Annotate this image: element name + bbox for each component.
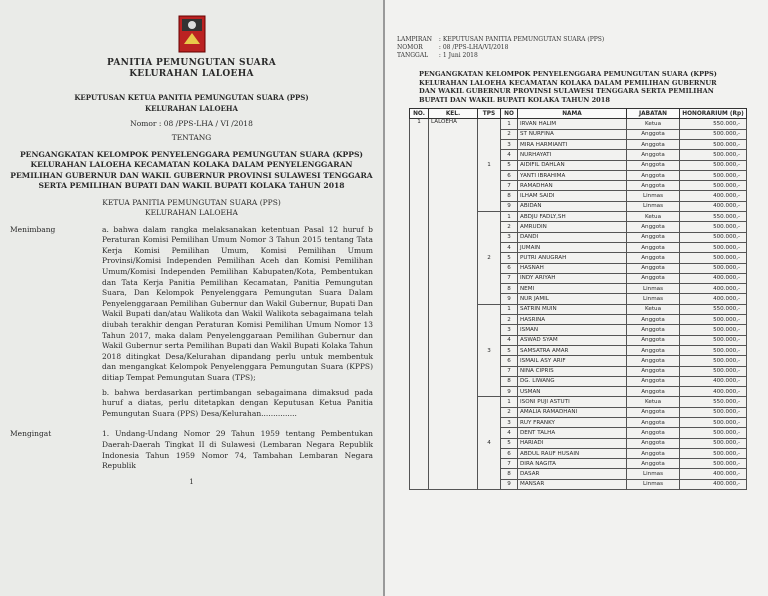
- col-no: NO.: [410, 109, 429, 119]
- member-no-cell: 3: [501, 325, 518, 335]
- tps-cell: 2: [478, 212, 501, 305]
- member-role-cell: Anggota: [627, 150, 680, 160]
- decision-subject: PENGANGKATAN KELOMPOK PENYELENGGARA PEMUNGUTAN SUARA (KPPS) KELURAHAN LALOEHA KECAMATAN KOLAKA DALAM PENYELENGGARAN PEMILIHAN GUBERNUR DAN WAKIL GUBERNUR PROVINSI SULAWESI TENGGARA SERTA PEMILIHAN BUPATI DAN WAKIL BUPATI KOLAKA TAHUN 2018: [10, 150, 373, 191]
- tanggal-label: TANGGAL: [397, 52, 429, 59]
- member-no-cell: 7: [501, 273, 518, 283]
- tentang-label: TENTANG: [171, 133, 212, 142]
- member-name-cell: MIRA HARMIANTI: [518, 139, 627, 149]
- member-name-cell: ABIDAN: [518, 201, 627, 211]
- member-no-cell: 4: [501, 335, 518, 345]
- member-honor-cell: 400.000,-: [680, 479, 747, 489]
- member-honor-cell: 500.000,-: [680, 335, 747, 345]
- member-no-cell: 5: [501, 438, 518, 448]
- lampiran-line: [397, 36, 760, 44]
- member-no-cell: 6: [501, 263, 518, 273]
- mengingat-label: Mengingat: [10, 429, 52, 439]
- member-no-cell: 4: [501, 242, 518, 252]
- member-no-cell: 7: [501, 366, 518, 376]
- member-no-cell: 7: [501, 459, 518, 469]
- member-name-cell: AMRUDIN: [518, 222, 627, 232]
- tps-cell: 1: [478, 119, 501, 212]
- member-role-cell: Anggota: [627, 222, 680, 232]
- menimbang-b-text: b. bahwa berdasarkan pertimbangan sebagaimana dimaksud pada huruf a diatas, perlu ditetapkan dengan Keputusan Ketua Panitia Pemungutan Suara (PPS) Desa/Kelurahan...............: [102, 387, 373, 418]
- member-honor-cell: 500.000,-: [680, 459, 747, 469]
- member-honor-cell: 550.000,-: [680, 397, 747, 407]
- menimbang-b: [10, 388, 373, 420]
- col-row-no: NO: [501, 109, 518, 119]
- member-no-cell: 8: [501, 191, 518, 201]
- member-honor-cell: 400.000,-: [680, 284, 747, 294]
- member-no-cell: 5: [501, 345, 518, 355]
- member-name-cell: DG. LIWANG: [518, 376, 627, 386]
- member-honor-cell: 400.000,-: [680, 201, 747, 211]
- member-role-cell: Ketua: [627, 212, 680, 222]
- member-name-cell: YANTI IBRAHIMA: [518, 170, 627, 180]
- member-name-cell: SAMSATRA AMAR: [518, 345, 627, 355]
- member-role-cell: Anggota: [627, 438, 680, 448]
- member-role-cell: Anggota: [627, 263, 680, 273]
- nomor-label: Nomor :: [130, 119, 162, 128]
- member-honor-cell: 400.000,-: [680, 191, 747, 201]
- member-name-cell: NEMI: [518, 284, 627, 294]
- member-no-cell: 7: [501, 181, 518, 191]
- kelurahan-name: KELURAHAN LALOEHA: [129, 69, 254, 79]
- member-name-cell: IRVAN HALIM: [518, 119, 627, 129]
- member-honor-cell: 500.000,-: [680, 407, 747, 417]
- member-name-cell: HASNAH: [518, 263, 627, 273]
- member-honor-cell: 550.000,-: [680, 119, 747, 129]
- member-honor-cell: 500.000,-: [680, 325, 747, 335]
- member-no-cell: 9: [501, 294, 518, 304]
- member-no-cell: 8: [501, 284, 518, 294]
- member-name-cell: DANDI: [518, 232, 627, 242]
- member-name-cell: JUMAIN: [518, 242, 627, 252]
- member-role-cell: Ketua: [627, 397, 680, 407]
- member-name-cell: NINA CIPRIS: [518, 366, 627, 376]
- kpps-table: [409, 108, 747, 490]
- member-honor-cell: 500.000,-: [680, 263, 747, 273]
- member-role-cell: Anggota: [627, 160, 680, 170]
- member-no-cell: 9: [501, 479, 518, 489]
- member-name-cell: DENT TALHA: [518, 428, 627, 438]
- member-role-cell: Anggota: [627, 387, 680, 397]
- member-role-cell: Anggota: [627, 139, 680, 149]
- col-jabatan: JABATAN: [627, 109, 680, 119]
- member-no-cell: 3: [501, 232, 518, 242]
- col-kel: KEL.: [429, 109, 478, 119]
- member-no-cell: 2: [501, 222, 518, 232]
- nomor-value: 08 /PPS-LHA / VI /2018: [163, 119, 253, 128]
- member-no-cell: 2: [501, 129, 518, 139]
- mengingat-1: [10, 429, 373, 471]
- tps-cell: 3: [478, 304, 501, 397]
- member-no-cell: 3: [501, 417, 518, 427]
- member-role-cell: Anggota: [627, 428, 680, 438]
- member-role-cell: Anggota: [627, 170, 680, 180]
- member-role-cell: Anggota: [627, 376, 680, 386]
- member-name-cell: NUR JAMIL: [518, 294, 627, 304]
- member-role-cell: Anggota: [627, 325, 680, 335]
- member-name-cell: RAMADHAN: [518, 181, 627, 191]
- member-honor-cell: 500.000,-: [680, 345, 747, 355]
- attachment-page: [385, 0, 768, 596]
- member-honor-cell: 500.000,-: [680, 232, 747, 242]
- member-name-cell: ST NURFINA: [518, 129, 627, 139]
- member-role-cell: Anggota: [627, 356, 680, 366]
- member-name-cell: AMALIA RAMADHANI: [518, 407, 627, 417]
- tanggal-line: [397, 52, 760, 60]
- member-honor-cell: 500.000,-: [680, 129, 747, 139]
- member-role-cell: Linmas: [627, 294, 680, 304]
- member-honor-cell: 500.000,-: [680, 438, 747, 448]
- member-honor-cell: 500.000,-: [680, 170, 747, 180]
- member-name-cell: DASAR: [518, 469, 627, 479]
- member-role-cell: Anggota: [627, 459, 680, 469]
- member-no-cell: 8: [501, 469, 518, 479]
- member-honor-cell: 500.000,-: [680, 428, 747, 438]
- tps-cell: 4: [478, 397, 501, 490]
- row-number-cell: 1: [410, 119, 429, 490]
- member-name-cell: AIDIFIL DAHLAN: [518, 160, 627, 170]
- member-role-cell: Anggota: [627, 407, 680, 417]
- member-honor-cell: 500.000,-: [680, 139, 747, 149]
- menimbang-a-text: a. bahwa dalam rangka melaksanakan ketentuan Pasal 12 huruf b Peraturan Komisi Pemilihan Umum Nomor 3 Tahun 2015 tentang Tata Kerja Komisi Pemilihan Umum, Komisi Pemilihan Umum Provinsi/Komisi Independen Pemilihan Aceh dan Komisi Pemilihan Umum/Komisi Independen Pemilihan Kabupaten/Kota, Pembentukan dan Tata Kerja Panitia Pemilihan Kecamatan, Panitia Pemungutan Suara, Dan Kelompok Penyelenggara Pemungutan Suara Dalam Penyelenggaraan Pemilihan Gubernur dan Wakil Gubernur, Bupati Dan Wakil Bupati dan/atau Walikota dan Wakil Walikota sebagaimana telah diubah terakhir dengan Peraturan Komisi Pemilihan Umum Nomor 13 Tahun 2017, maka dalam Penyelenggaraan Pemilihan Gubernur dan Wakil Gubernur serta Pemilihan Bupati dan Wakil Bupati Kolaka Tahun 2018 ditingkat Desa/Kelurahan dipandang perlu untuk membentuk dan mengangkat Kelompok Penyelenggara Pemungutan Suara (KPPS) ditiap Tempat Pemungutan Suara (TPS);: [102, 224, 373, 382]
- member-honor-cell: 500.000,-: [680, 242, 747, 252]
- decision-title: KEPUTUSAN KETUA PANITIA PEMUNGUTAN SUARA (PPS): [74, 93, 309, 102]
- member-role-cell: Anggota: [627, 273, 680, 283]
- member-role-cell: Anggota: [627, 448, 680, 458]
- member-honor-cell: 500.000,-: [680, 366, 747, 376]
- member-honor-cell: 500.000,-: [680, 160, 747, 170]
- member-role-cell: Anggota: [627, 315, 680, 325]
- menimbang-label: Menimbang: [10, 224, 56, 234]
- member-role-cell: Linmas: [627, 191, 680, 201]
- member-role-cell: Linmas: [627, 284, 680, 294]
- table-header-row: [410, 109, 747, 119]
- member-honor-cell: 550.000,-: [680, 212, 747, 222]
- member-no-cell: 2: [501, 407, 518, 417]
- menimbang-a: [10, 225, 373, 384]
- issuer-line-2: KELURAHAN LALOEHA: [145, 207, 238, 217]
- member-no-cell: 5: [501, 253, 518, 263]
- member-role-cell: Ketua: [627, 304, 680, 314]
- col-tps: TPS: [478, 109, 501, 119]
- member-honor-cell: 500.000,-: [680, 253, 747, 263]
- nomor-label-right: NOMOR: [397, 44, 423, 51]
- member-name-cell: ISMAN: [518, 325, 627, 335]
- member-role-cell: Anggota: [627, 242, 680, 252]
- member-honor-cell: 500.000,-: [680, 448, 747, 458]
- member-no-cell: 8: [501, 376, 518, 386]
- member-honor-cell: 400.000,-: [680, 469, 747, 479]
- col-nama: NAMA: [518, 109, 627, 119]
- member-role-cell: Linmas: [627, 469, 680, 479]
- member-name-cell: ABDJU FADLY,SH: [518, 212, 627, 222]
- member-no-cell: 1: [501, 304, 518, 314]
- issuer-line-1: KETUA PANITIA PEMUNGUTAN SUARA (PPS): [102, 197, 281, 207]
- member-no-cell: 4: [501, 428, 518, 438]
- member-honor-cell: 400.000,-: [680, 376, 747, 386]
- nomor-line: [10, 119, 373, 128]
- member-name-cell: HARIADI: [518, 438, 627, 448]
- member-role-cell: Anggota: [627, 345, 680, 355]
- member-role-cell: Anggota: [627, 366, 680, 376]
- member-role-cell: Anggota: [627, 417, 680, 427]
- member-honor-cell: 500.000,-: [680, 222, 747, 232]
- member-honor-cell: 550.000,-: [680, 304, 747, 314]
- member-honor-cell: 500.000,-: [680, 315, 747, 325]
- col-honorarium: HONORARIUM (Rp): [680, 109, 747, 119]
- decision-page: [0, 0, 383, 596]
- member-honor-cell: 400.000,-: [680, 294, 747, 304]
- member-no-cell: 3: [501, 139, 518, 149]
- member-name-cell: ABDUL RAUF HUSAIN: [518, 448, 627, 458]
- member-name-cell: ILHAM SAIDI: [518, 191, 627, 201]
- member-role-cell: Ketua: [627, 119, 680, 129]
- member-role-cell: Anggota: [627, 129, 680, 139]
- member-no-cell: 9: [501, 387, 518, 397]
- attachment-title: PENGANGKATAN KELOMPOK PENYELENGGARA PEMUNGUTAN SUARA (KPPS) KELURAHAN LALOEHA KECAMATAN KOLAKA DALAM PEMILIHAN GUBERNUR DAN WAKIL GUBERNUR PROVINSI SULAWESI TENGGARA SERTA PEMILIHAN BUPATI DAN WAKIL BUPATI KOLAKA TAHUN 2018: [419, 70, 717, 104]
- member-name-cell: INDY ARIYAH: [518, 273, 627, 283]
- lampiran-label: LAMPIRAN: [397, 36, 432, 43]
- member-name-cell: SATRIN MUIN: [518, 304, 627, 314]
- member-no-cell: 4: [501, 150, 518, 160]
- member-name-cell: HASRINA: [518, 315, 627, 325]
- member-name-cell: ASWAD SYAM: [518, 335, 627, 345]
- member-role-cell: Anggota: [627, 335, 680, 345]
- member-name-cell: USMAN: [518, 387, 627, 397]
- page-number: 1: [189, 477, 194, 486]
- member-name-cell: ISONI PUJI ASTUTI: [518, 397, 627, 407]
- member-name-cell: PUTRI ANUGRAH: [518, 253, 627, 263]
- member-role-cell: Anggota: [627, 181, 680, 191]
- member-honor-cell: 400.000,-: [680, 387, 747, 397]
- member-honor-cell: 500.000,-: [680, 417, 747, 427]
- member-name-cell: NURHAYATI: [518, 150, 627, 160]
- member-no-cell: 1: [501, 212, 518, 222]
- member-role-cell: Linmas: [627, 201, 680, 211]
- kelurahan-cell: LALOEHA: [429, 119, 478, 490]
- member-name-cell: ISMAIL ASY ARIF: [518, 356, 627, 366]
- member-role-cell: Anggota: [627, 253, 680, 263]
- member-honor-cell: 400.000,-: [680, 273, 747, 283]
- mengingat-1-text: 1. Undang-Undang Nomor 29 Tahun 1959 tentang Pembentukan Daerah-Daerah Tingkat II di Sulawesi (Lembaran Negara Republik Indonesia Tahun 1959 Nomor 74, Tambahan Lembaran Negara Republik: [102, 429, 373, 471]
- table-row: [410, 119, 747, 129]
- member-no-cell: 6: [501, 448, 518, 458]
- committee-name: PANITIA PEMUNGUTAN SUARA: [106, 58, 277, 68]
- member-no-cell: 6: [501, 170, 518, 180]
- member-no-cell: 5: [501, 160, 518, 170]
- member-role-cell: Anggota: [627, 232, 680, 242]
- nomor-value-right: : 08 /PPS-LHA/VI/2018: [438, 44, 509, 51]
- member-honor-cell: 500.000,-: [680, 150, 747, 160]
- member-no-cell: 6: [501, 356, 518, 366]
- kpu-logo-icon: [169, 14, 215, 54]
- lampiran-value: : KEPUTUSAN PANITIA PEMUNGUTAN SUARA (PPS): [438, 36, 605, 43]
- member-honor-cell: 500.000,-: [680, 356, 747, 366]
- member-name-cell: DIRA NAGITA: [518, 459, 627, 469]
- member-name-cell: MANSAR: [518, 479, 627, 489]
- member-no-cell: 1: [501, 397, 518, 407]
- tanggal-value: : 1 Juni 2018: [438, 52, 478, 59]
- member-honor-cell: 500.000,-: [680, 181, 747, 191]
- decision-subtitle: KELURAHAN LALOEHA: [145, 104, 238, 113]
- member-no-cell: 1: [501, 119, 518, 129]
- nomor-line-right: [397, 44, 760, 52]
- member-name-cell: RUY FRANKY: [518, 417, 627, 427]
- member-no-cell: 9: [501, 201, 518, 211]
- member-no-cell: 2: [501, 315, 518, 325]
- member-role-cell: Linmas: [627, 479, 680, 489]
